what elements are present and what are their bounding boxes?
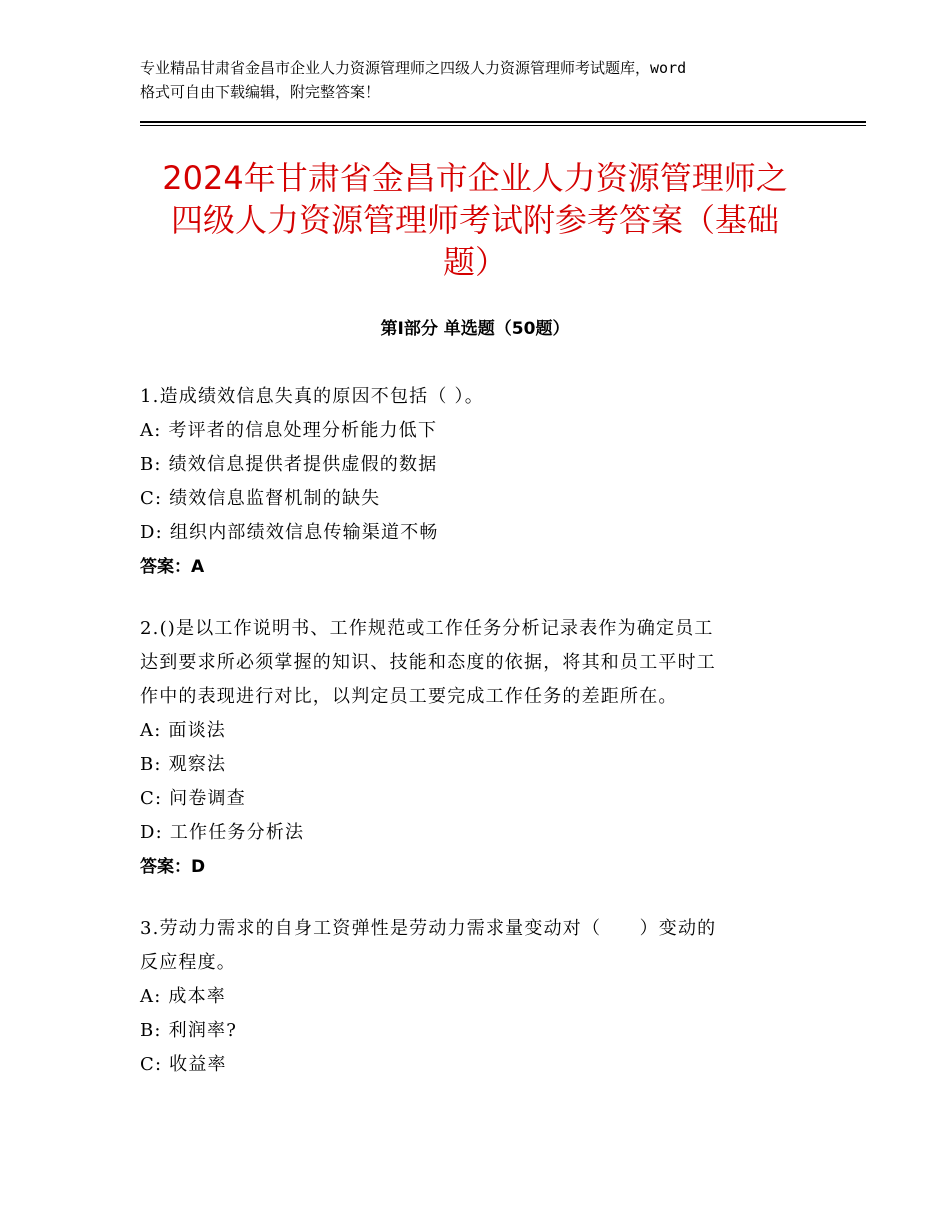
title-line-2: 四级人力资源管理师考试附参考答案（基础: [170, 201, 779, 239]
question-stem-line-1: 2.()是以工作说明书、工作规范或工作任务分析记录表作为确定员工: [140, 618, 714, 639]
option-c: C: 收益率: [140, 1054, 227, 1075]
header-divider-thick: [140, 121, 866, 123]
option-b: B: 绩效信息提供者提供虚假的数据: [140, 454, 438, 475]
option-a: A: 考评者的信息处理分析能力低下: [140, 420, 438, 441]
question-2: [140, 612, 800, 884]
title-line-3: 题）: [442, 243, 507, 281]
header-note-line-2: 格式可自由下载编辑，附完整答案！: [140, 83, 381, 101]
header-note: [140, 56, 820, 104]
option-b: B: 利润率?: [140, 1020, 238, 1041]
question-stem-line-1: 3.劳动力需求的自身工资弹性是劳动力需求量变动对（ ）变动的: [140, 918, 717, 939]
option-a: A: 成本率: [140, 986, 226, 1007]
option-b: B: 观察法: [140, 754, 227, 775]
question-stem: 1.造成绩效信息失真的原因不包括（ ）。: [140, 386, 484, 407]
option-d: D: 组织内部绩效信息传输渠道不畅: [140, 522, 439, 543]
question-stem-line-3: 作中的表现进行对比，以判定员工要完成工作任务的差距所在。: [140, 686, 678, 707]
question-list: [140, 380, 800, 1110]
section-title: 第Ⅰ部分 单选题（50题）: [380, 319, 570, 339]
answer: 答案：A: [140, 557, 205, 577]
option-d: D: 工作任务分析法: [140, 822, 305, 843]
option-c: C: 问卷调查: [140, 788, 246, 809]
option-c: C: 绩效信息监督机制的缺失: [140, 488, 381, 509]
option-a: A: 面谈法: [140, 720, 226, 741]
title-line-1: 2024年甘肃省金昌市企业人力资源管理师之: [162, 159, 788, 197]
answer: 答案：D: [140, 857, 206, 877]
question-stem-line-2: 反应程度。: [140, 952, 236, 973]
question-3: [140, 912, 800, 1082]
header-divider-thin: [140, 125, 866, 126]
header-note-line-1: 专业精品甘肃省金昌市企业人力资源管理师之四级人力资源管理师考试题库，word: [140, 59, 687, 77]
question-1: [140, 380, 800, 584]
document-title: [130, 157, 820, 283]
question-stem-line-2: 达到要求所必须掌握的知识、技能和态度的依据，将其和员工平时工: [140, 652, 716, 673]
